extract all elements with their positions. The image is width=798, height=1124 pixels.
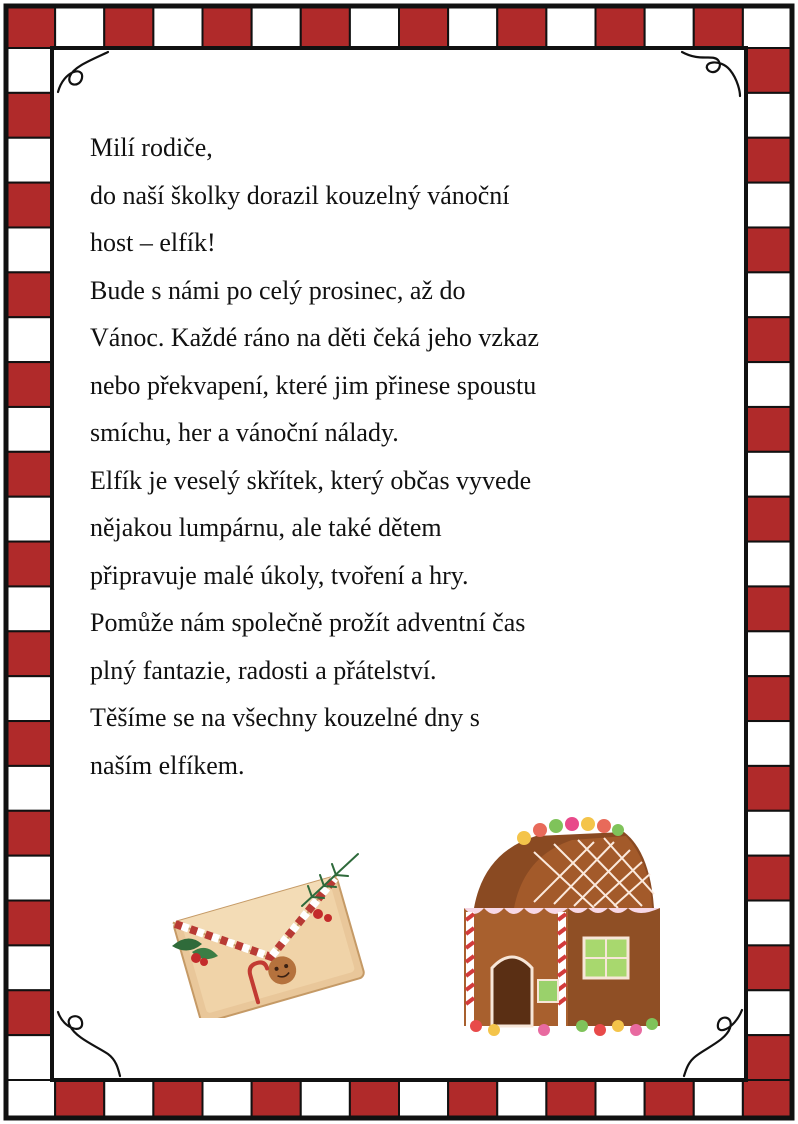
border-stripe [694,1080,743,1118]
letter-line: Bude s námi po celý prosinec, až do [90,275,466,305]
border-stripe [6,407,52,452]
border-stripe [746,542,792,587]
border-stripe [746,138,792,183]
border-stripe [746,990,792,1035]
border-stripe [6,138,52,183]
border-stripe [746,48,792,93]
border-stripe [6,586,52,631]
border-stripe [746,856,792,901]
border-stripe [6,1080,55,1118]
border-stripe [252,1080,301,1118]
border-stripe [746,93,792,138]
border-stripe [399,1080,448,1118]
border-stripe [104,6,153,48]
border-stripe [6,945,52,990]
border-stripe [6,721,52,766]
border-stripe [6,856,52,901]
border-stripe [746,227,792,272]
border-stripe [6,1035,52,1080]
border-stripe [746,721,792,766]
letter-line: smíchu, her a vánoční nálady. [90,418,399,447]
border-stripe [746,1035,792,1080]
border-stripe [6,901,52,946]
border-stripe [645,6,694,48]
border-stripe [694,6,743,48]
border-stripe [645,1080,694,1118]
border-stripe [746,362,792,407]
border-stripe [596,6,645,48]
border-stripe [6,227,52,272]
border-stripe [6,676,52,721]
letter-line: připravuje malé úkoly, tvoření a hry. [90,560,469,590]
letter-line: do naší školky dorazil kouzelný vánoční [90,180,510,210]
letter-line: Elfík je veselý skřítek, který občas vyvede [90,465,532,495]
border-stripe [746,452,792,497]
border-stripe [6,631,52,676]
border-stripe [746,272,792,317]
border-stripe [746,407,792,452]
border-stripe [301,1080,350,1118]
border-stripe [6,452,52,497]
border-stripe [6,93,52,138]
border-stripe [6,497,52,542]
border-stripe [546,1080,595,1118]
letter-line: Vánoc. Každé ráno na děti čeká jeho vzkaz [90,323,539,352]
border-stripe [203,6,252,48]
border-stripe [399,6,448,48]
border-stripe [497,6,546,48]
letter-line: Těšíme se na všechny kouzelné dny s [90,703,480,732]
letter-text [90,124,730,789]
letter-line: nějakou lumpárnu, ale také dětem [90,513,442,542]
border-stripe [746,901,792,946]
border-stripe [448,6,497,48]
border-stripe [746,766,792,811]
border-stripe [746,497,792,542]
border-stripe [746,183,792,228]
border-stripe [55,6,104,48]
border-stripe [6,990,52,1035]
border-stripe [743,1080,792,1118]
border-stripe [746,676,792,721]
border-stripe [55,1080,104,1118]
letter-line: naším elfíkem. [90,750,245,780]
gingerbread-house-illustration [454,812,664,1044]
envelope-illustration [162,848,368,1018]
border-stripe [6,811,52,856]
border-stripe [546,6,595,48]
letter-line: plný fantazie, radosti a přátelství. [90,655,437,685]
border-stripe [153,6,202,48]
border-stripe [448,1080,497,1118]
border-stripe [350,1080,399,1118]
border-stripe [6,48,52,93]
border-stripe [6,272,52,317]
border-stripe [746,317,792,362]
border-stripe [746,586,792,631]
letter-line: host – elfík! [90,228,216,257]
border-stripe [596,1080,645,1118]
border-stripe [746,945,792,990]
border-stripe [6,6,55,48]
border-stripe [350,6,399,48]
letter-line: Pomůže nám společně prožít adventní čas [90,608,526,637]
border-stripe [497,1080,546,1118]
letter-line: nebo překvapení, které jim přinese spoustu [90,370,537,400]
border-stripe [746,811,792,856]
border-stripe [252,6,301,48]
border-stripe [301,6,350,48]
border-stripe [6,317,52,362]
border-stripe [153,1080,202,1118]
border-stripe [6,542,52,587]
border-stripe [6,183,52,228]
border-stripe [6,362,52,407]
border-stripe [203,1080,252,1118]
border-stripe [6,766,52,811]
letter-greeting: Milí rodiče, [90,133,213,162]
border-stripe [104,1080,153,1118]
border-stripe [746,631,792,676]
border-stripe [743,6,792,48]
